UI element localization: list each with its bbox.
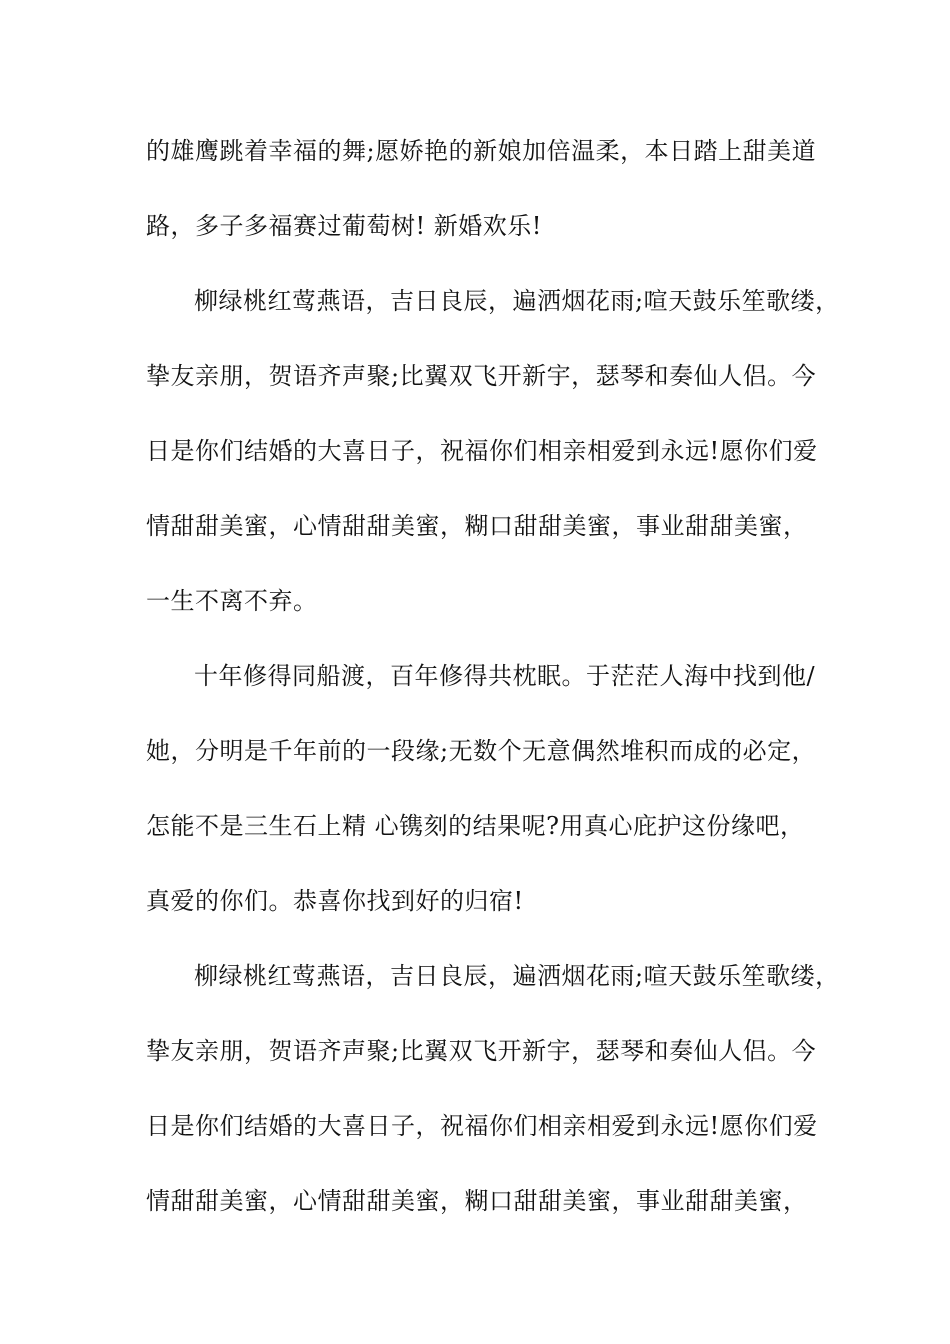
text-line: 日是你们结婚的大喜日子，祝福你们相亲相爱到永远!愿你们爱: [146, 437, 818, 465]
text-line: 情甜甜美蜜，心情甜甜美蜜，糊口甜甜美蜜，事业甜甜美蜜，: [146, 1187, 808, 1215]
text-line: 日是你们结婚的大喜日子，祝福你们相亲相爱到永远!愿你们爱: [146, 1112, 818, 1140]
text-line: 真爱的你们。恭喜你找到好的归宿!: [146, 887, 524, 915]
text-line: 怎能不是三生石上精 心镌刻的结果呢?用真心庇护这份缘吧，: [146, 812, 805, 840]
text-line: 的雄鹰跳着幸福的舞;愿娇艳的新娘加倍温柔，本日踏上甜美道: [146, 137, 817, 165]
text-line: 路，多子多福赛过葡萄树! 新婚欢乐!: [146, 212, 542, 240]
text-line: 挚友亲朋，贺语齐声聚;比翼双飞开新宇，瑟琴和奏仙人侣。今: [146, 1037, 817, 1065]
paragraph-start-line: 柳绿桃红莺燕语，吉日良辰，遍洒烟花雨;喧天鼓乐笙歌缕，: [194, 287, 840, 315]
text-line: 情甜甜美蜜，心情甜甜美蜜，糊口甜甜美蜜，事业甜甜美蜜，: [146, 512, 808, 540]
text-line: 她，分明是千年前的一段缘;无数个无意偶然堆积而成的必定，: [146, 737, 817, 765]
paragraph-start-line: 十年修得同船渡，百年修得共枕眠。于茫茫人海中找到他/: [194, 662, 816, 690]
text-line: 挚友亲朋，贺语齐声聚;比翼双飞开新宇，瑟琴和奏仙人侣。今: [146, 362, 817, 390]
paragraph-start-line: 柳绿桃红莺燕语，吉日良辰，遍洒烟花雨;喧天鼓乐笙歌缕，: [194, 962, 840, 990]
text-line: 一生不离不弃。: [146, 587, 318, 615]
